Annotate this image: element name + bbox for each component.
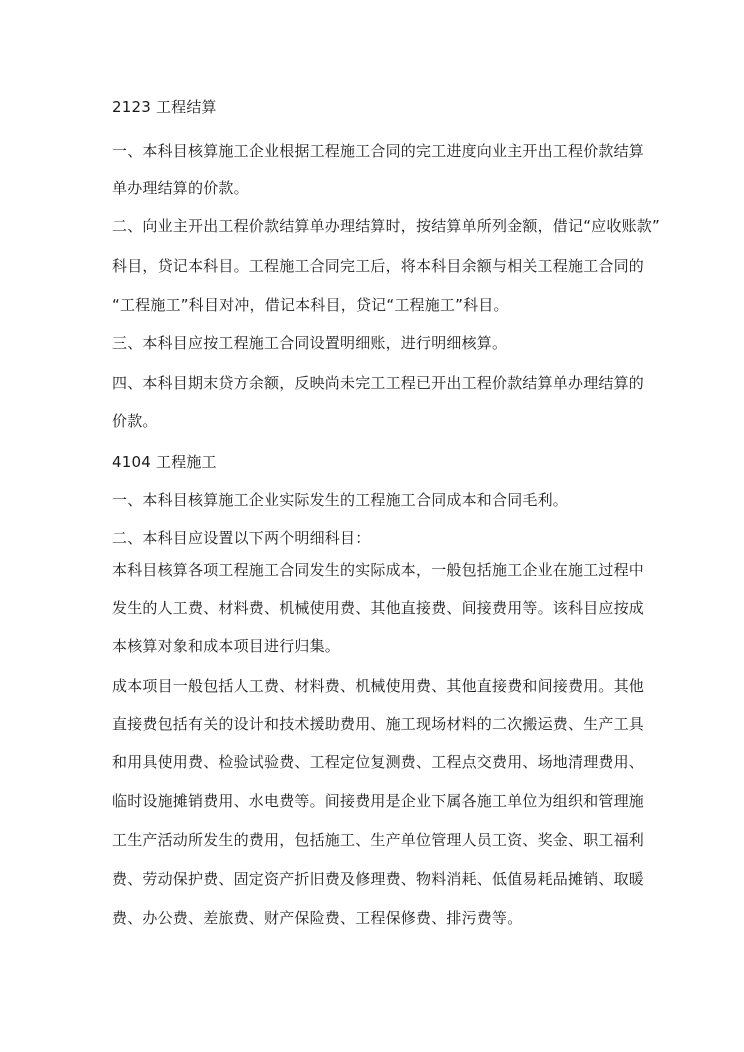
paragraph-line: 本科目核算各项工程施工合同发生的实际成本，一般包括施工企业在施工过程中 <box>112 561 645 579</box>
paragraph-line: 科目，贷记本科目。工程施工合同完工后，将本科目余额与相关工程施工合同的 <box>112 257 645 275</box>
paragraph-line: 价款。 <box>112 412 158 430</box>
paragraph-line: 四、本科目期末贷方余额，反映尚未完工工程已开出工程价款结算单办理结算的 <box>112 374 645 392</box>
paragraph-line: 工生产活动所发生的费用，包括施工、生产单位管理人员工资、奖金、职工福利 <box>112 831 645 849</box>
paragraph-line: 一、本科目核算施工企业根据工程施工合同的完工进度向业主开出工程价款结算 <box>112 142 645 160</box>
paragraph-line: 费、办公费、差旅费、财产保险费、工程保修费、排污费等。 <box>112 909 523 927</box>
paragraph-line: 二、本科目应设置以下两个明细科目： <box>112 529 371 547</box>
paragraph-line: 和用具使用费、检验试验费、工程定位复测费、工程点交费用、场地清理费用、 <box>112 753 645 771</box>
paragraph-line: 发生的人工费、材料费、机械使用费、其他直接费、间接费用等。该科目应按成 <box>112 599 645 617</box>
paragraph-line: 一、本科目核算施工企业实际发生的工程施工合同成本和合同毛利。 <box>112 491 569 509</box>
paragraph-line: 临时设施摊销费用、水电费等。间接费用是企业下属各施工单位为组织和管理施 <box>112 792 645 810</box>
section-heading-4104: 4104 工程施工 <box>112 453 217 471</box>
paragraph-line: 单办理结算的价款。 <box>112 179 249 197</box>
paragraph-line: 成本项目一般包括人工费、材料费、机械使用费、其他直接费和间接费用。其他 <box>112 677 645 695</box>
section-heading-2123: 2123 工程结算 <box>112 98 217 116</box>
paragraph-line: “工程施工”科目对冲，借记本科目，贷记“工程施工”科目。 <box>112 296 509 314</box>
paragraph-line: 直接费包括有关的设计和技术援助费用、施工现场材料的二次搬运费、生产工具 <box>112 715 645 733</box>
paragraph-line: 三、本科目应按工程施工合同设置明细账，进行明细核算。 <box>112 334 508 352</box>
paragraph-line: 二、向业主开出工程价款结算单办理结算时，按结算单所列金额，借记“应收账款” <box>112 217 660 235</box>
paragraph-line: 费、劳动保护费、固定资产折旧费及修理费、物料消耗、低值易耗品摊销、取暖 <box>112 870 645 888</box>
paragraph-line: 本核算对象和成本项目进行归集。 <box>112 637 341 655</box>
